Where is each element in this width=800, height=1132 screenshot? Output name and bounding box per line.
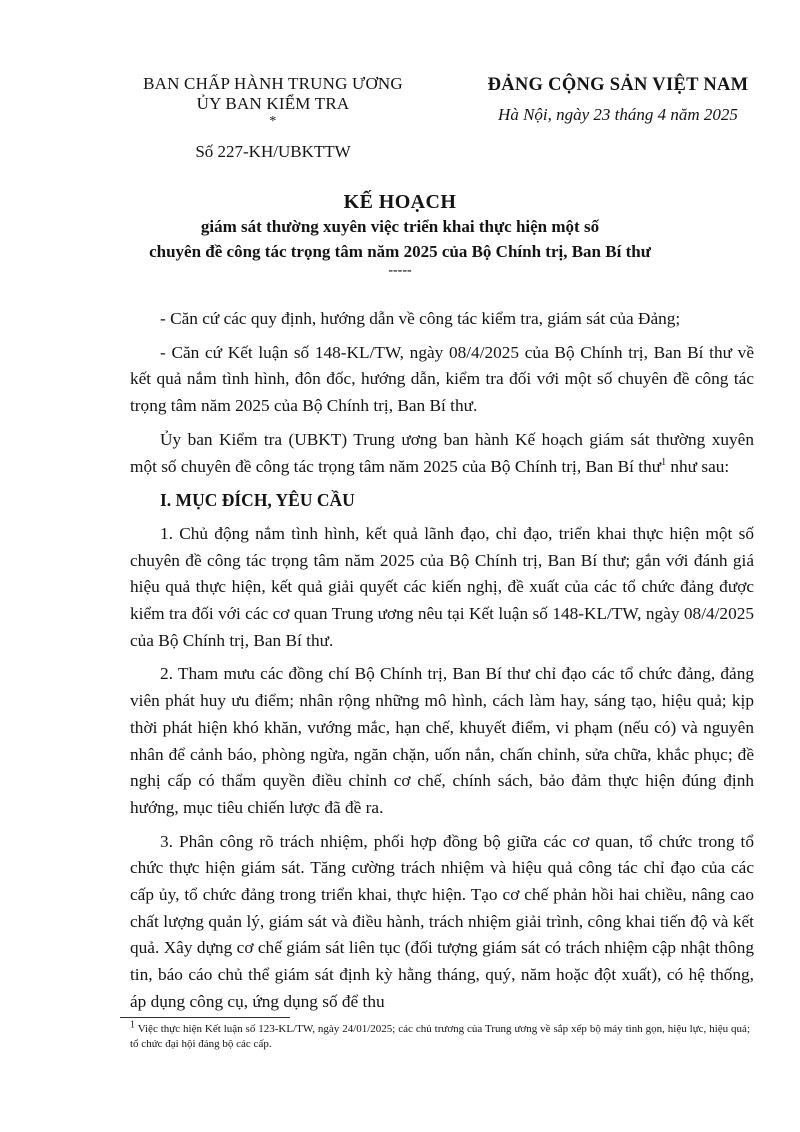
- footnote-separator: [120, 1017, 290, 1018]
- footnote-text: Việc thực hiện Kết luận số 123-KL/TW, ngày 24/01/2025; các chủ trương của Trung ương về sắp xếp bộ máy tinh gọn, hiệu lực, hiệu quả; tổ chức đại hội đảng bộ các cấp.: [130, 1023, 750, 1050]
- org-line-1: BAN CHẤP HÀNH TRUNG ƯƠNG: [143, 74, 403, 93]
- date-place: Hà Nội, ngày 23 tháng 4 năm 2025: [498, 105, 738, 124]
- document-number: Số 227-KH/UBKTTW: [195, 142, 351, 161]
- title-sub-2: chuyên đề công tác trọng tâm năm 2025 của Bộ Chính trị, Ban Bí thư: [149, 242, 651, 261]
- basis-paragraph-2: - Căn cứ Kết luận số 148-KL/TW, ngày 08/4/2025 của Bộ Chính trị, Ban Bí thư về kết quả nắm tình hình, đôn đốc, hướng dẫn, kiểm tra đối với một số chuyên đề công tác trọng tâm năm 2025 của Bộ Chính trị, Ban Bí thư.: [130, 342, 754, 416]
- issuing-organization: [108, 74, 438, 162]
- purpose-item-3: 3. Phân công rõ trách nhiệm, phối hợp đồng bộ giữa các cơ quan, tổ chức trong tổ chức thực hiện giám sát. Tăng cường trách nhiệm và hiệu quả công tác chỉ đạo của các cấp ủy, tổ chức đảng trong triển khai, thực hiện. Tạo cơ chế phản hồi hai chiều, nâng cao chất lượng quản lý, giám sát và điều hành, trách nhiệm giải trình, công khai tiến độ và kết quả. Xây dựng cơ chế giám sát liên tục (đối tượng giám sát có trách nhiệm cập nhật thông tin, báo cáo chủ thể giám sát định kỳ hằng tháng, quý, năm hoặc đột xuất), có hệ thống, áp dụng công cụ, ứng dụng số để thu: [130, 831, 754, 1011]
- document-body: [130, 306, 754, 1023]
- footnote-mark: 1: [130, 1019, 135, 1031]
- intro-text: Ủy ban Kiểm tra (UBKT) Trung ương ban hành Kế hoạch giám sát thường xuyên một số chuyên đề công tác trọng tâm năm 2025 của Bộ Chính trị, Ban Bí thư: [130, 429, 754, 476]
- national-header: [468, 74, 768, 125]
- party-name: ĐẢNG CỘNG SẢN VIỆT NAM: [487, 75, 749, 95]
- title-sub-1: giám sát thường xuyên việc triển khai thực hiện một số: [200, 217, 600, 236]
- purpose-item-2: 2. Tham mưu các đồng chí Bộ Chính trị, Ban Bí thư chỉ đạo các tổ chức đảng, đảng viên phát huy ưu điểm; nhân rộng những mô hình, cách làm hay, sáng tạo, hiệu quả; kịp thời phát hiện khó khăn, vướng mắc, hạn chế, khuyết điểm, vi phạm (nếu có) và nguyên nhân để cảnh báo, phòng ngừa, ngăn chặn, uốn nắn, chấn chỉnh, sửa chữa, khắc phục; đề nghị cấp có thẩm quyền điều chỉnh cơ chế, chính sách, bảo đảm thực hiện đúng định hướng, mục tiêu chiến lược đã đề ra.: [130, 664, 754, 817]
- star-mark: *: [269, 114, 277, 129]
- purpose-item-1: 1. Chủ động nắm tình hình, kết quả lãnh đạo, chỉ đạo, triển khai thực hiện một số chuyên đề công tác trọng tâm năm 2025 của Bộ Chính trị, Ban Bí thư; gắn với đánh giá hiệu quả thực hiện, kết quả giải quyết các kiến nghị, đề xuất của các tổ chức đảng được kiểm tra đối với các cơ quan Trung ương nêu tại Kết luận số 148-KL/TW, ngày 08/4/2025 của Bộ Chính trị, Ban Bí thư.: [130, 523, 754, 650]
- title-main: KẾ HOẠCH: [343, 191, 457, 213]
- basis-paragraph-1: - Căn cứ các quy định, hướng dẫn về công tác kiểm tra, giám sát của Đảng;: [160, 309, 681, 328]
- section-heading: I. MỤC ĐÍCH, YÊU CẦU: [160, 490, 355, 511]
- document-title: [60, 190, 740, 278]
- intro-text-end: như sau:: [666, 456, 730, 476]
- footnote-reference: 1: [661, 456, 667, 468]
- title-divider: -----: [388, 263, 412, 278]
- org-line-2: ỦY BAN KIỂM TRA: [196, 94, 350, 113]
- footnote: [130, 1019, 750, 1052]
- intro-paragraph: [130, 427, 754, 480]
